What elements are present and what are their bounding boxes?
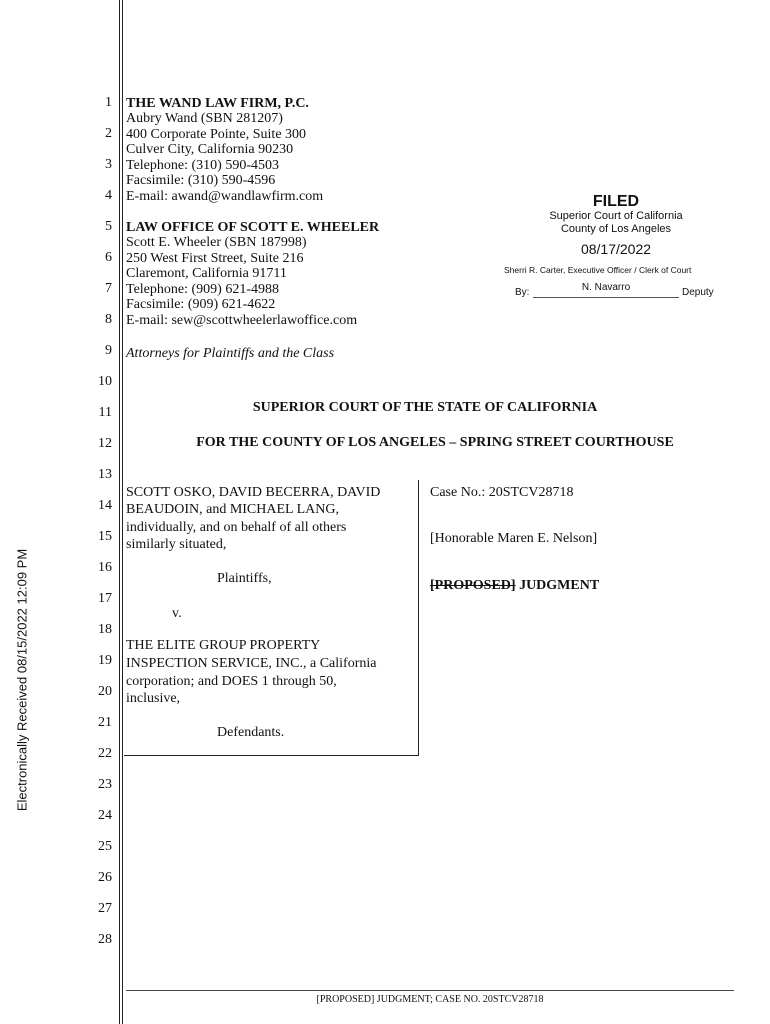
line-number: 24 — [98, 808, 112, 823]
case-number: Case No.: 20STCV28718 — [430, 485, 574, 500]
line-number: 25 — [98, 839, 112, 854]
firm-line: Telephone: (909) 621-4988 — [126, 282, 279, 297]
firm-name: LAW OFFICE OF SCOTT E. WHEELER — [126, 220, 380, 235]
line-number: 13 — [98, 467, 112, 482]
firm-line: Culver City, California 90230 — [126, 142, 294, 157]
defendants-line: corporation; and DOES 1 through 50, — [126, 674, 337, 689]
line-number: 6 — [105, 250, 112, 265]
line-number: 18 — [98, 622, 112, 637]
line-number: 5 — [105, 219, 112, 234]
line-number: 14 — [98, 498, 112, 513]
line-number: 27 — [98, 901, 112, 916]
line-number: 23 — [98, 777, 112, 792]
stamp-date: 08/17/2022 — [580, 241, 652, 257]
stamp-clerk: N. Navarro — [581, 282, 631, 293]
line-number: 16 — [98, 560, 112, 575]
line-number: 26 — [98, 870, 112, 885]
firm-line: 400 Corporate Pointe, Suite 300 — [126, 127, 307, 142]
line-number: 4 — [105, 188, 112, 203]
line-number: 28 — [98, 932, 112, 947]
left-margin-rule-1 — [119, 0, 120, 1024]
firm-line: Telephone: (310) 590-4503 — [126, 158, 279, 173]
firm-line: Aubry Wand (SBN 281207) — [126, 111, 283, 126]
line-number: 22 — [98, 746, 112, 761]
defendants-label: Defendants. — [217, 725, 285, 740]
plaintiffs-line: individually, and on behalf of all others — [126, 520, 347, 535]
firm-name: THE WAND LAW FIRM, P.C. — [126, 96, 309, 111]
received-timestamp: Electronically Received 08/15/2022 12:09 PM — [14, 548, 30, 812]
versus: v. — [172, 606, 182, 621]
left-margin-rule-2 — [122, 0, 123, 1024]
firm-email: E-mail: sew@scottwheelerlawoffice.com — [126, 313, 358, 328]
defendants-line: THE ELITE GROUP PROPERTY — [126, 638, 321, 653]
stamp-court: Superior Court of California — [549, 210, 683, 222]
line-number: 2 — [105, 126, 112, 141]
line-number: 15 — [98, 529, 112, 544]
footer-rule — [126, 990, 734, 991]
document-title — [430, 578, 599, 593]
plaintiffs-label: Plaintiffs, — [217, 571, 272, 586]
firm-line: 250 West First Street, Suite 216 — [126, 251, 304, 266]
stamp-by: By: — [515, 287, 530, 298]
footer-caption: [PROPOSED] JUDGMENT; CASE NO. 20STCV28718 — [316, 994, 544, 1005]
firm-line: Claremont, California 91711 — [126, 266, 287, 281]
firm-line: Facsimile: (909) 621-4622 — [126, 297, 276, 312]
attorneys-for: Attorneys for Plaintiffs and the Class — [126, 346, 335, 361]
stamp-deputy: Deputy — [682, 287, 714, 298]
defendants-line: INSPECTION SERVICE, INC., a California — [126, 656, 377, 671]
line-number: 19 — [98, 653, 112, 668]
line-number: 9 — [105, 343, 112, 358]
firm-email: E-mail: awand@wandlawfirm.com — [126, 189, 324, 204]
court-subtitle: FOR THE COUNTY OF LOS ANGELES – SPRING STREET COURTHOUSE — [196, 435, 674, 450]
line-number: 20 — [98, 684, 112, 699]
line-number: 7 — [105, 281, 112, 296]
firm-line: Scott E. Wheeler (SBN 187998) — [126, 235, 307, 250]
stamp-filed: FILED — [592, 193, 640, 210]
plaintiffs-line: similarly situated, — [126, 537, 227, 552]
stamp-county: County of Los Angeles — [560, 223, 672, 235]
proposed-struck: [PROPOSED] — [430, 578, 516, 593]
line-number: 10 — [98, 374, 112, 389]
court-title: SUPERIOR COURT OF THE STATE OF CALIFORNIA — [252, 400, 598, 415]
plaintiffs-line: BEAUDOIN, and MICHAEL LANG, — [126, 502, 339, 517]
stamp-signature-line — [533, 297, 679, 298]
line-number: 8 — [105, 312, 112, 327]
line-number: 3 — [105, 157, 112, 172]
judge: [Honorable Maren E. Nelson] — [430, 531, 598, 546]
defendants-line: inclusive, — [126, 691, 181, 706]
stamp-officer: Sherri R. Carter, Executive Officer / Clerk of Court — [504, 265, 692, 275]
plaintiffs-line: SCOTT OSKO, DAVID BECERRA, DAVID — [126, 485, 381, 500]
firm-line: Facsimile: (310) 590-4596 — [126, 173, 276, 188]
line-number: 1 — [105, 95, 112, 110]
line-number: 11 — [98, 405, 112, 420]
line-number: 12 — [98, 436, 112, 451]
judgment-title: JUDGMENT — [519, 578, 600, 593]
line-number: 21 — [98, 715, 112, 730]
line-number: 17 — [98, 591, 112, 606]
